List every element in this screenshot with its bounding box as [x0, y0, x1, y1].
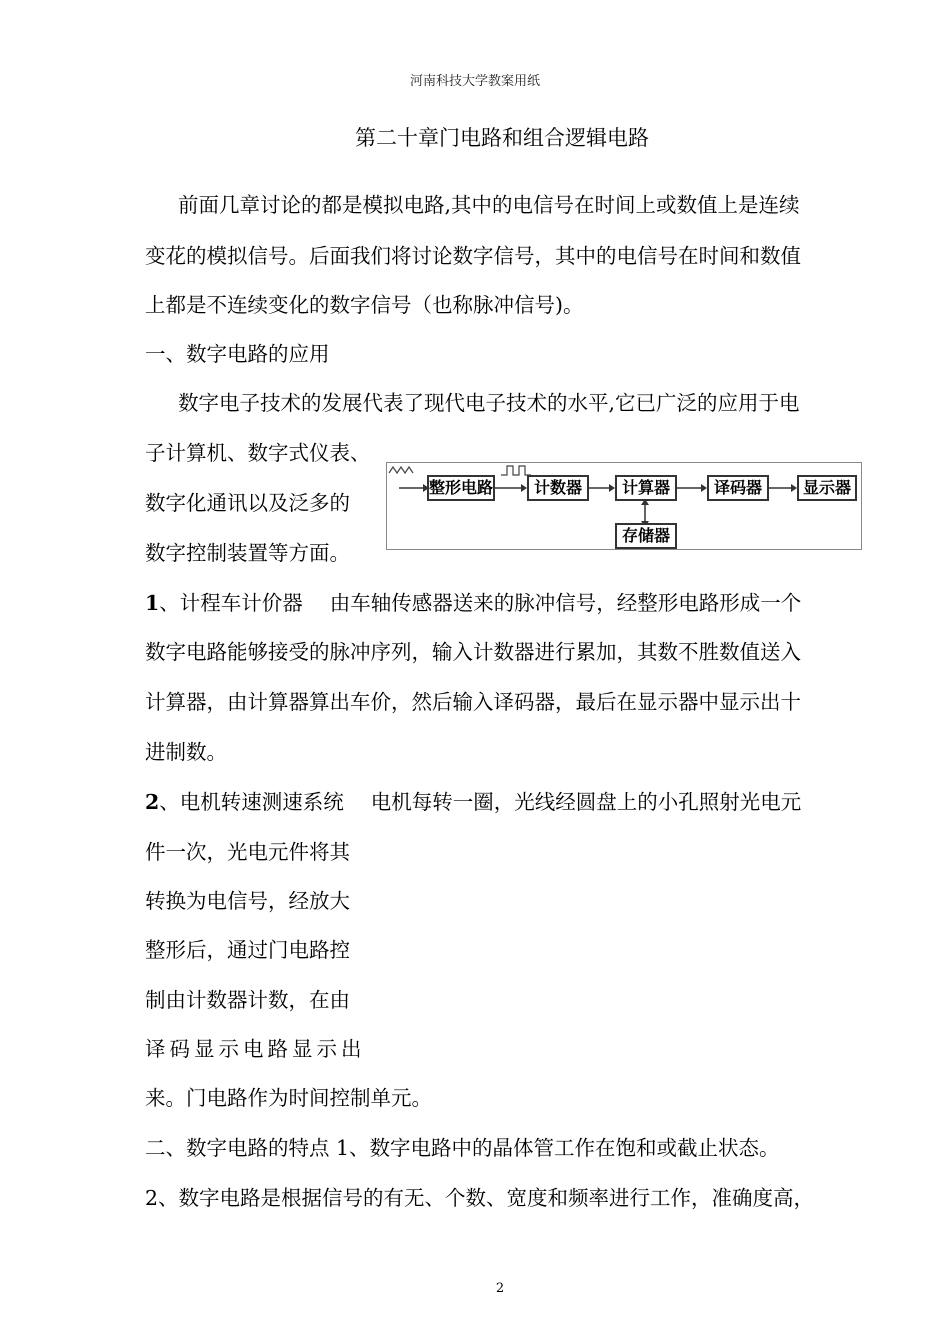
list-item-text: 、电机转速测速系统 电机每转一圈，光线经圆盘上的小孔照射光电元: [159, 790, 802, 814]
paragraph-line: 制由计数器计数，在由: [145, 988, 350, 1012]
paragraph-line: 来。门电路作为时间控制单元。: [145, 1086, 432, 1110]
section-heading: 一、数字电路的应用: [145, 342, 330, 366]
calculator-block: 计算器: [615, 475, 677, 501]
pulse-waveform-icon: [501, 466, 531, 475]
paragraph-line: 2、数字电路是根据信号的有无、个数、宽度和频率进行工作，准确度高，: [145, 1186, 815, 1210]
paragraph-line: 数字化通讯以及泛多的: [145, 491, 350, 515]
list-item-text: 、计程车计价器 由车轴传感器送来的脉冲信号，经整形电路形成一个: [159, 591, 802, 615]
paragraph-line: 进制数。: [145, 740, 227, 764]
list-item-number: 2: [145, 790, 160, 814]
counter-block: 计数器: [527, 475, 589, 501]
paragraph-line: 件一次，光电元件将其: [145, 840, 350, 864]
memory-block: 存储器: [615, 523, 677, 549]
paragraph-line: 转换为电信号，经放大: [145, 889, 350, 913]
paragraph-line: 数字电子技术的发展代表了现代电子技术的水平,它已广泛的应用于电: [178, 391, 800, 415]
list-item-number: 1: [145, 591, 160, 615]
paragraph-line: 变花的模拟信号。后面我们将讨论数字信号，其中的电信号在时间和数值: [145, 244, 801, 268]
page-header: 河南科技大学教案用纸: [409, 74, 540, 89]
block-diagram: [386, 462, 862, 550]
paragraph-line: 上都是不连续变化的数字信号（也称脉冲信号)。: [145, 293, 584, 317]
paragraph-line: 译码显示电路显示出: [145, 1037, 366, 1061]
paragraph-line: 数字控制装置等方面。: [145, 541, 350, 565]
paragraph-line: 计算器，由计算器算出车价，然后输入译码器，最后在显示器中显示出十: [145, 690, 801, 714]
paragraph-line: 前面几章讨论的都是模拟电路,其中的电信号在时间上或数值上是连续: [178, 193, 800, 217]
decoder-block: 译码器: [707, 475, 769, 501]
list-item-line: [145, 586, 801, 616]
list-item-line: [145, 785, 801, 815]
chapter-title: 第二十章门电路和组合逻辑电路: [355, 126, 649, 150]
paragraph-line: 整形后，通过门电路控: [145, 938, 350, 962]
display-block: 显示器: [797, 475, 857, 501]
shaping-circuit-block: 整形电路: [427, 475, 495, 501]
section-heading: 二、数字电路的特点 1、数字电路中的晶体管工作在饱和或截止状态。: [145, 1136, 780, 1160]
page-number: 2: [495, 1281, 505, 1296]
paragraph-line: 数字电路能够接受的脉冲序列，输入计数器进行累加，其数不胜数值送入: [145, 640, 801, 664]
paragraph-line: 子计算机、数字式仪表、: [145, 441, 371, 465]
analog-waveform-icon: [389, 467, 413, 473]
